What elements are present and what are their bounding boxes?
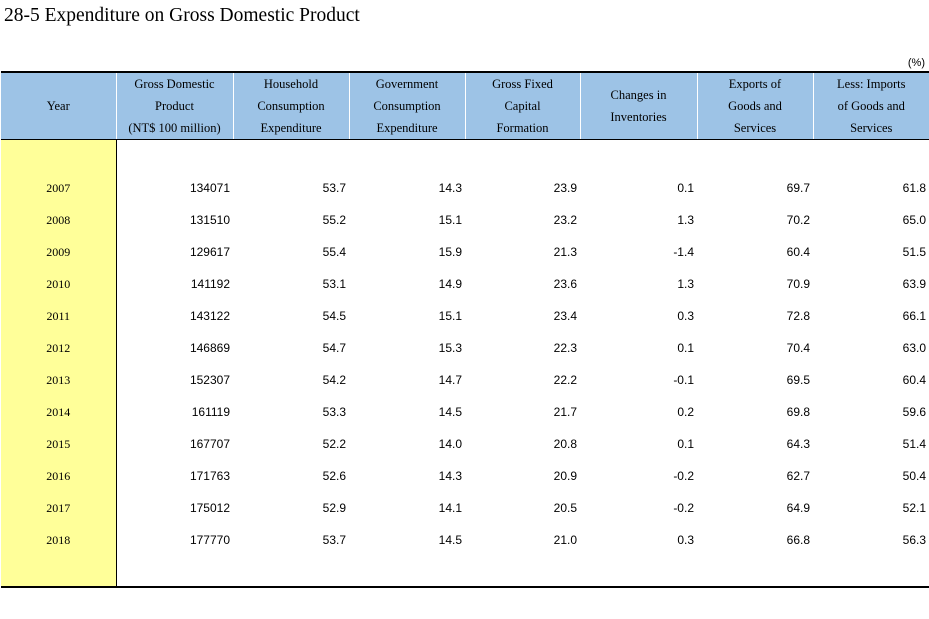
header-row [1, 72, 929, 140]
inventories-cell: -0.2 [673, 469, 694, 483]
year-cell: 2016 [1, 460, 116, 492]
gdp-cell: 175012 [189, 501, 230, 515]
gdp-cell: 141192 [190, 277, 230, 291]
column-header-line: Expenditure [260, 121, 322, 135]
inventories-cell: -0.2 [673, 501, 694, 515]
imports-cell: 63.0 [902, 341, 926, 355]
year-cell: 2018 [1, 524, 116, 556]
exports-cell: 62.7 [786, 469, 810, 483]
imports-cell: 51.5 [902, 245, 926, 259]
exports-cell: 70.4 [786, 341, 810, 355]
inventories-cell: 1.3 [677, 213, 694, 227]
capital-cell: 23.6 [553, 277, 577, 291]
spacer-row [1, 556, 929, 587]
gdp-cell: 161119 [191, 405, 230, 419]
inventories-cell: 0.1 [677, 181, 694, 195]
column-header-line: Consumption [373, 99, 441, 113]
capital-cell: 22.2 [553, 373, 577, 387]
exports-cell: 69.5 [786, 373, 810, 387]
capital-cell: 21.0 [553, 533, 577, 547]
column-header-line: Year [46, 99, 70, 113]
page-title: 28-5 Expenditure on Gross Domestic Product [4, 5, 360, 26]
column-header-line: Household [263, 77, 319, 91]
exports-cell: 60.4 [786, 245, 810, 259]
household-cell: 54.5 [322, 309, 346, 323]
year-cell: 2017 [1, 492, 116, 524]
government-cell: 14.0 [438, 437, 462, 451]
column-header-gdp [116, 72, 233, 140]
column-header-government [349, 72, 465, 140]
table-body [1, 140, 929, 588]
column-header-line: Formation [496, 121, 549, 135]
table-row [1, 428, 929, 460]
exports-cell: 66.8 [786, 533, 810, 547]
unit-label: (%) [907, 57, 925, 69]
column-header-line: Consumption [257, 99, 325, 113]
imports-cell: 51.4 [902, 437, 926, 451]
inventories-cell: -0.1 [673, 373, 694, 387]
household-cell: 52.6 [322, 469, 346, 483]
table-row [1, 236, 929, 268]
household-cell: 55.4 [322, 245, 346, 259]
column-header-line: of Goods and [837, 99, 905, 113]
government-cell: 15.9 [438, 245, 462, 259]
column-header-line: Services [850, 121, 893, 135]
imports-cell: 63.9 [902, 277, 926, 291]
imports-cell: 52.1 [902, 501, 926, 515]
exports-cell: 70.2 [786, 213, 810, 227]
table-row [1, 300, 929, 332]
household-cell: 52.2 [322, 437, 346, 451]
table-row [1, 492, 929, 524]
spacer-row [1, 140, 929, 173]
table-row [1, 268, 929, 300]
imports-cell: 56.3 [902, 533, 926, 547]
household-cell: 53.3 [322, 405, 346, 419]
capital-cell: 20.9 [553, 469, 577, 483]
household-cell: 53.7 [322, 181, 346, 195]
government-cell: 15.3 [438, 341, 462, 355]
year-cell: 2009 [1, 236, 116, 268]
household-cell: 53.7 [322, 533, 346, 547]
column-header-line: Goods and [728, 99, 782, 113]
gdp-cell: 171763 [189, 469, 230, 483]
government-cell: 14.5 [438, 405, 462, 419]
inventories-cell: 0.3 [677, 533, 694, 547]
capital-cell: 22.3 [553, 341, 577, 355]
inventories-cell: 0.1 [677, 437, 694, 451]
government-cell: 15.1 [438, 213, 462, 227]
exports-cell: 70.9 [786, 277, 810, 291]
exports-cell: 64.9 [786, 501, 810, 515]
government-cell: 15.1 [438, 309, 462, 323]
year-cell: 2015 [1, 428, 116, 460]
government-cell: 14.5 [438, 533, 462, 547]
gdp-cell: 129617 [189, 245, 230, 259]
inventories-cell: -1.4 [673, 245, 694, 259]
exports-cell: 64.3 [786, 437, 810, 451]
gdp-cell: 177770 [189, 533, 230, 547]
gdp-cell: 146869 [189, 341, 230, 355]
column-header-line: Gross Domestic [134, 77, 215, 91]
table-row [1, 524, 929, 556]
government-cell: 14.3 [438, 181, 462, 195]
imports-cell: 66.1 [902, 309, 926, 323]
column-header-line: Government [375, 77, 439, 91]
imports-cell: 61.8 [902, 181, 926, 195]
household-cell: 55.2 [322, 213, 346, 227]
household-cell: 52.9 [322, 501, 346, 515]
table-row [1, 396, 929, 428]
imports-cell: 50.4 [902, 469, 926, 483]
government-cell: 14.7 [438, 373, 462, 387]
table-row [1, 332, 929, 364]
year-cell: 2008 [1, 204, 116, 236]
year-cell: 2011 [1, 300, 116, 332]
capital-cell: 23.2 [553, 213, 577, 227]
inventories-cell: 0.2 [677, 405, 694, 419]
gdp-cell: 134071 [189, 181, 230, 195]
exports-cell: 69.7 [786, 181, 810, 195]
column-header-inventories [580, 72, 697, 140]
column-header-line: Capital [504, 99, 541, 113]
column-header-line: Gross Fixed [492, 77, 553, 91]
table-row [1, 172, 929, 204]
capital-cell: 21.3 [553, 245, 577, 259]
year-cell: 2014 [1, 396, 116, 428]
household-cell: 54.7 [322, 341, 346, 355]
gdp-expenditure-table [1, 71, 929, 588]
column-header-household [233, 72, 349, 140]
year-cell: 2010 [1, 268, 116, 300]
imports-cell: 65.0 [902, 213, 926, 227]
inventories-cell: 0.3 [677, 309, 694, 323]
government-cell: 14.9 [438, 277, 462, 291]
household-cell: 53.1 [322, 277, 346, 291]
column-header-line: Services [733, 121, 777, 135]
gdp-cell: 152307 [189, 373, 230, 387]
year-cell: 2013 [1, 364, 116, 396]
column-header-line: Exports of [728, 77, 782, 91]
household-cell: 54.2 [322, 373, 346, 387]
column-header-line: Expenditure [376, 121, 438, 135]
column-header-line: Product [155, 99, 194, 113]
capital-cell: 20.5 [553, 501, 577, 515]
government-cell: 14.1 [438, 501, 462, 515]
capital-cell: 23.9 [553, 181, 577, 195]
exports-cell: 72.8 [786, 309, 810, 323]
column-header-exports [697, 72, 813, 140]
column-header-line: Less: Imports [837, 77, 906, 91]
column-header-imports [813, 72, 929, 140]
gdp-cell: 131510 [189, 213, 230, 227]
column-header-year [1, 72, 116, 140]
column-header-line: Changes in [610, 88, 667, 102]
table-row [1, 460, 929, 492]
table-row [1, 364, 929, 396]
column-header-capital [465, 72, 580, 140]
inventories-cell: 1.3 [677, 277, 694, 291]
gdp-cell: 167707 [189, 437, 230, 451]
imports-cell: 60.4 [902, 373, 926, 387]
inventories-cell: 0.1 [677, 341, 694, 355]
gdp-cell: 143122 [189, 309, 230, 323]
year-cell: 2012 [1, 332, 116, 364]
capital-cell: 20.8 [553, 437, 577, 451]
exports-cell: 69.8 [786, 405, 810, 419]
column-header-line: (NT$ 100 million) [128, 121, 221, 135]
year-cell [1, 140, 116, 173]
table-row [1, 204, 929, 236]
imports-cell: 59.6 [902, 405, 926, 419]
year-cell: 2007 [1, 172, 116, 204]
government-cell: 14.3 [438, 469, 462, 483]
capital-cell: 23.4 [553, 309, 577, 323]
column-header-line: Inventories [610, 110, 667, 124]
capital-cell: 21.7 [553, 405, 577, 419]
